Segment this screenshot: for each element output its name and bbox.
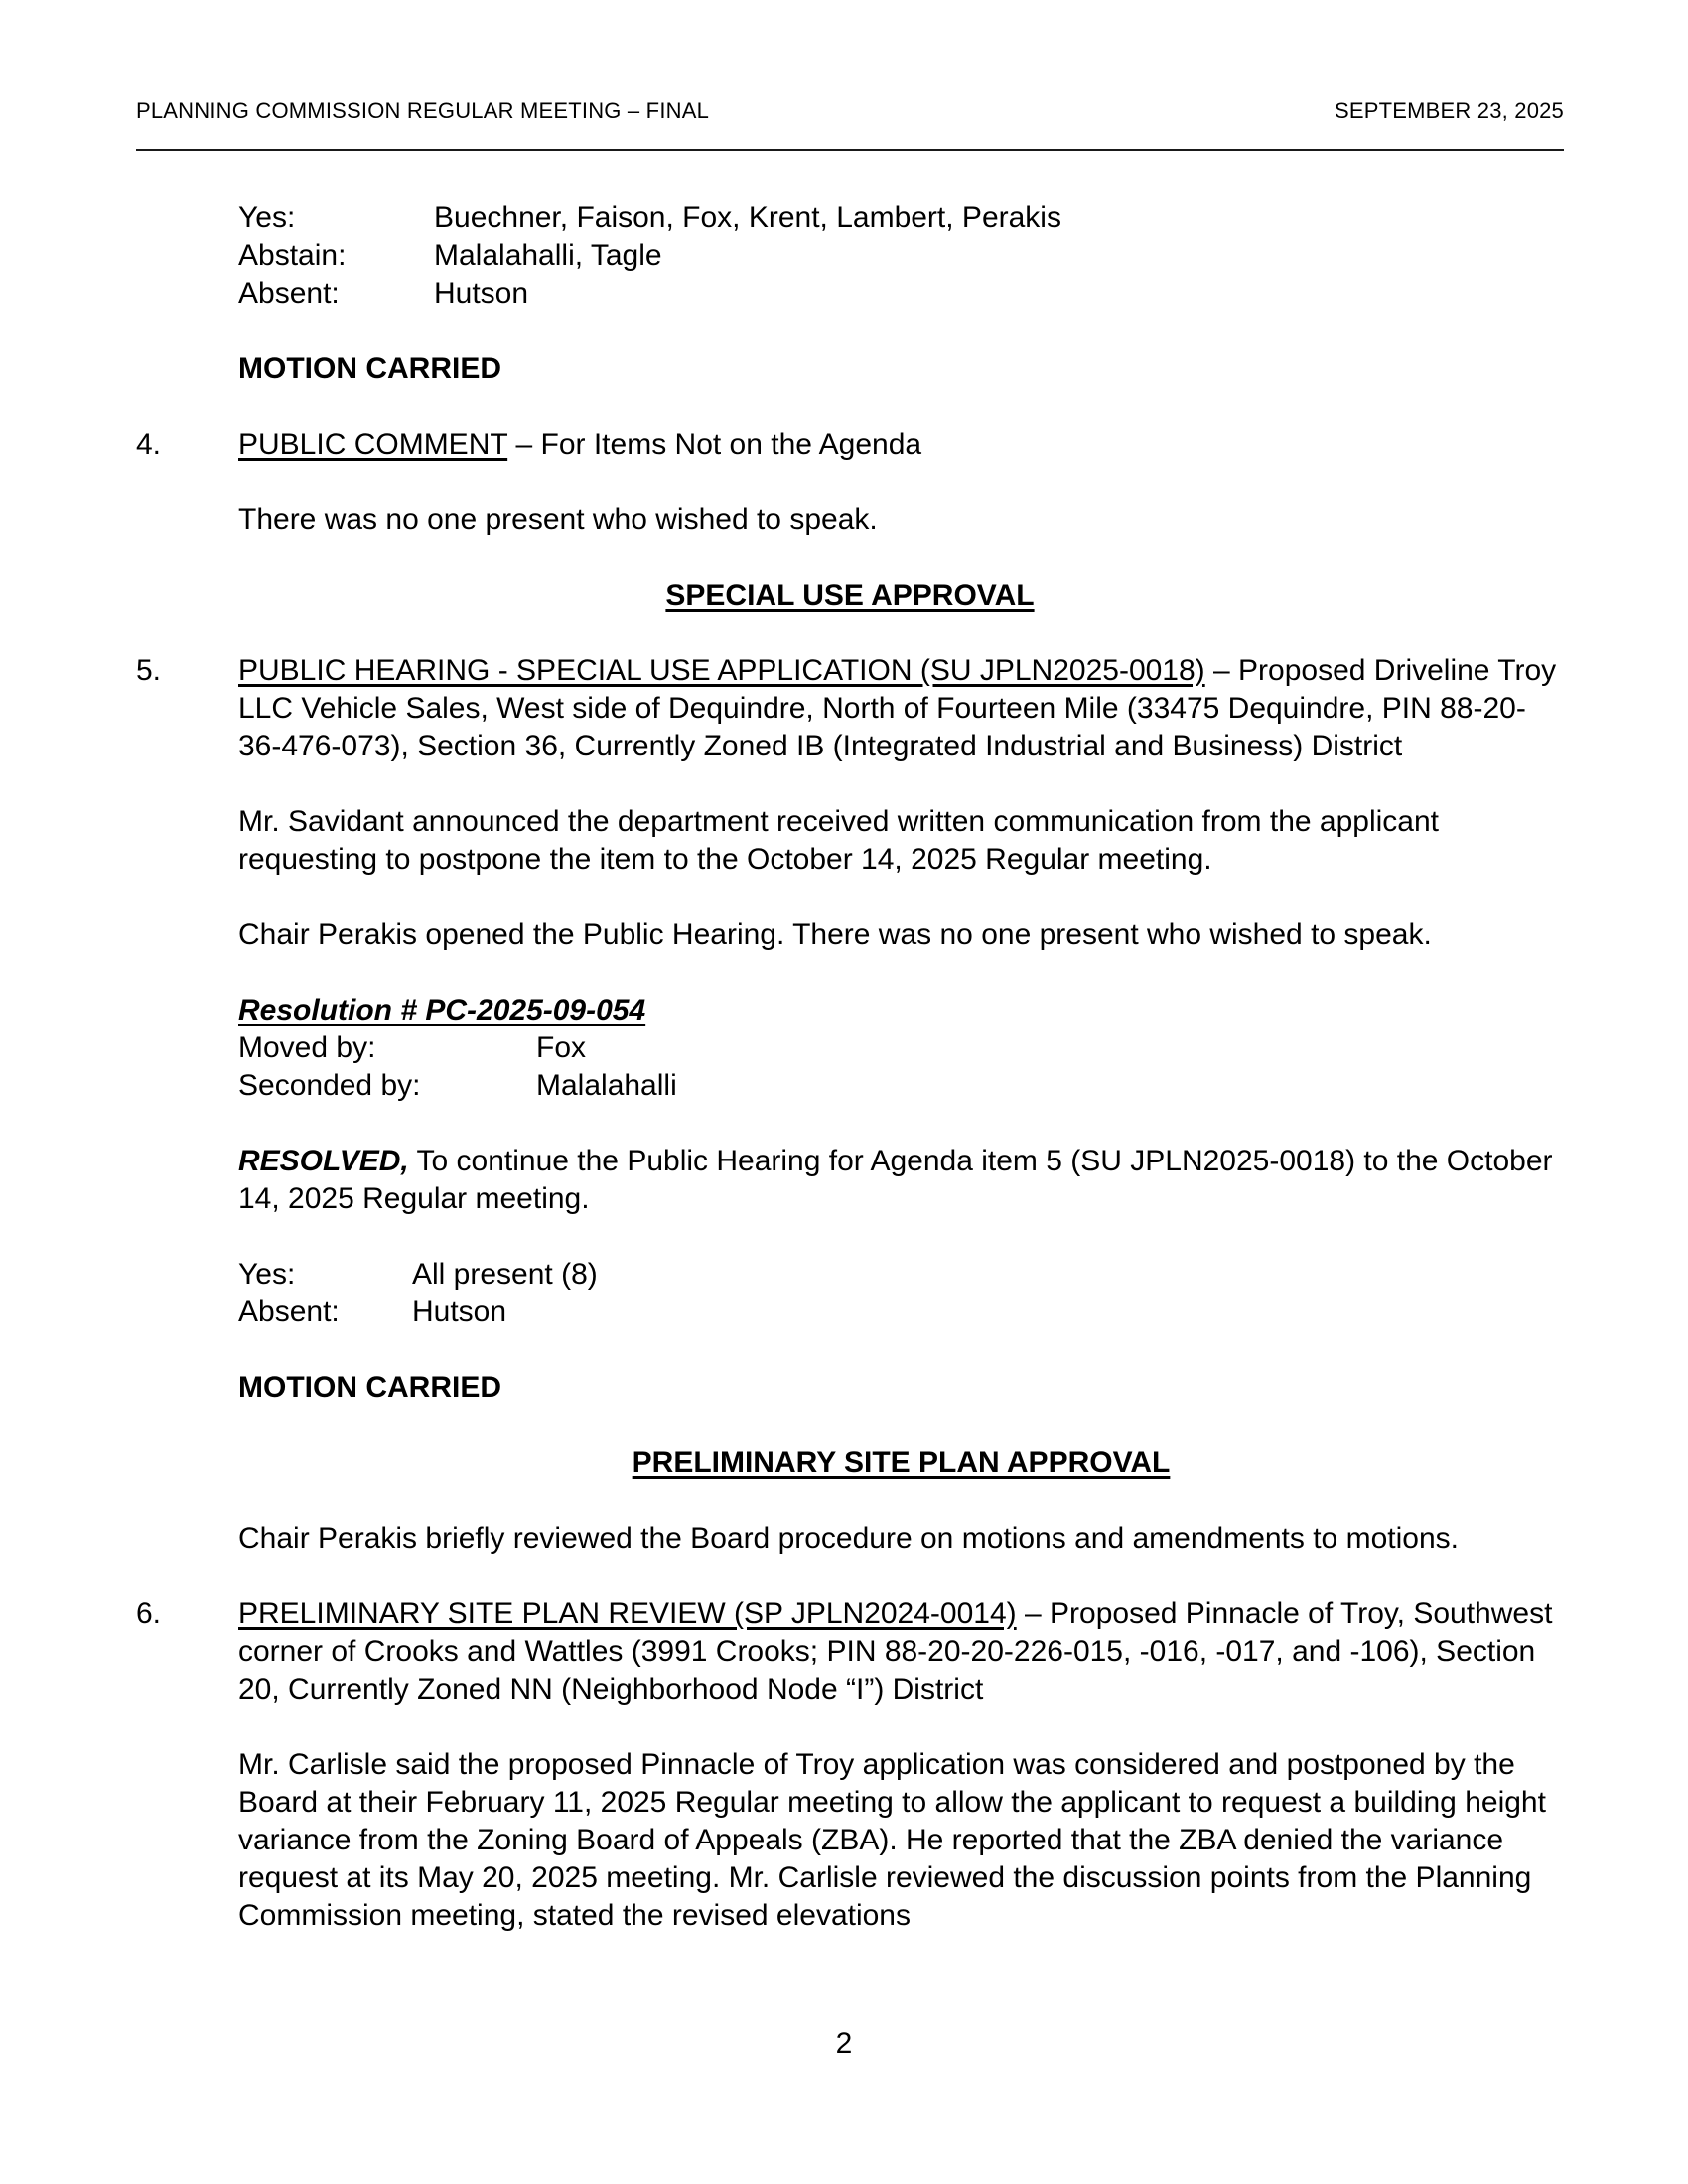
- item-title-rest: – Proposed Driveline Troy LLC Vehicle Sales, West side of Dequindre, North of Fourteen Mile (33475 Dequindre, PIN 88-20-36-476-073), Section 36, Currently Zoned IB (Integrated Industrial and Business) District: [238, 654, 1557, 762]
- seconded-by-label: Seconded by:: [238, 1069, 421, 1102]
- header-rule: [136, 149, 1564, 151]
- paragraph-board-procedure: Chair Perakis briefly reviewed the Board procedure on motions and amendments to motions.: [238, 1522, 1459, 1555]
- resolution-block: [238, 992, 1564, 1105]
- seconded-by-value: Malalahalli: [536, 1069, 677, 1102]
- header-title: PLANNING COMMISSION REGULAR MEETING – FINAL: [136, 98, 710, 123]
- section-heading-special-use: [136, 577, 1564, 614]
- minutes-content: [136, 200, 1564, 1935]
- moved-by-value: Fox: [536, 1031, 587, 1064]
- item-number: 4.: [136, 428, 162, 461]
- motion-carried-2: MOTION CARRIED: [238, 1371, 501, 1404]
- item-title: [238, 1595, 1564, 1708]
- moved-by-label: Moved by:: [238, 1031, 376, 1064]
- vote-label: Absent:: [238, 1296, 340, 1328]
- resolution-number: Resolution # PC-2025-09-054: [238, 994, 646, 1026]
- paragraph-savidant: Mr. Savidant announced the department received written communication from the applicant requesting to postpone the item to the October 14, 2025 Regular meeting.: [238, 805, 1439, 876]
- agenda-item-6: [136, 1595, 1564, 1708]
- item-title: [238, 426, 1564, 464]
- vote-label: Yes:: [238, 202, 296, 234]
- vote-row-absent: [238, 1294, 1564, 1331]
- agenda-item-4: [136, 426, 1564, 464]
- item-title: [238, 652, 1564, 765]
- vote-row-absent: [238, 275, 1564, 313]
- vote-value: Hutson: [434, 277, 529, 310]
- item-title-underlined: PRELIMINARY SITE PLAN REVIEW (SP JPLN2024-0014): [238, 1597, 1017, 1630]
- vote-label: Abstain:: [238, 239, 347, 272]
- resolved-label: RESOLVED,: [238, 1145, 409, 1177]
- vote-row-yes: [238, 200, 1564, 237]
- paragraph-public-hearing: Chair Perakis opened the Public Hearing. There was no one present who wished to speak.: [238, 918, 1432, 951]
- vote-block-2: [238, 1256, 1564, 1331]
- vote-value: Buechner, Faison, Fox, Krent, Lambert, Perakis: [434, 202, 1061, 234]
- section-heading-text: PRELIMINARY SITE PLAN APPROVAL: [632, 1446, 1171, 1479]
- item-number: 5.: [136, 654, 162, 687]
- agenda-item-5: [136, 652, 1564, 765]
- header-date: SEPTEMBER 23, 2025: [1334, 98, 1564, 123]
- item-title-rest: – Proposed Pinnacle of Troy, Southwest corner of Crooks and Wattles (3991 Crooks; PIN 88-20-20-226-015, -016, -017, and -106), Section 20, Currently Zoned NN (Neighborhood Node “I”) District: [238, 1597, 1553, 1706]
- paragraph-resolved: [238, 1143, 1564, 1218]
- motion-carried-1: MOTION CARRIED: [238, 352, 501, 385]
- seconded-by-row: [238, 1067, 1564, 1105]
- section-heading-text: SPECIAL USE APPROVAL: [665, 579, 1035, 612]
- resolution-title: [238, 992, 1564, 1029]
- page-header: [136, 99, 1564, 123]
- vote-row-abstain: [238, 237, 1564, 275]
- item-title-underlined: PUBLIC COMMENT: [238, 428, 508, 461]
- item-title-rest: – For Items Not on the Agenda: [507, 428, 922, 461]
- item-number: 6.: [136, 1597, 162, 1630]
- vote-label: Absent:: [238, 277, 340, 310]
- vote-value: Hutson: [412, 1296, 507, 1328]
- paragraph-no-speakers: There was no one present who wished to speak.: [238, 503, 878, 536]
- vote-label: Yes:: [238, 1258, 296, 1291]
- resolved-text: To continue the Public Hearing for Agenda item 5 (SU JPLN2025-0018) to the October 14, 2025 Regular meeting.: [238, 1145, 1553, 1215]
- paragraph-carlisle: Mr. Carlisle said the proposed Pinnacle of Troy application was considered and postponed by the Board at their February 11, 2025 Regular meeting to allow the applicant to request a building height variance from the Zoning Board of Appeals (ZBA). He reported that the ZBA denied the variance request at its May 20, 2025 meeting. Mr. Carlisle reviewed the discussion points from the Planning Commission meeting, stated the revised elevations: [238, 1748, 1546, 1932]
- vote-block-1: [238, 200, 1564, 313]
- moved-by-row: [238, 1029, 1564, 1067]
- item-title-underlined: PUBLIC HEARING - SPECIAL USE APPLICATION (SU JPLN2025-0018): [238, 654, 1205, 687]
- vote-value: All present (8): [412, 1258, 598, 1291]
- vote-row-yes: [238, 1256, 1564, 1294]
- vote-value: Malalahalli, Tagle: [434, 239, 662, 272]
- page-number: 2: [835, 2027, 853, 2060]
- section-heading-preliminary-site-plan: [238, 1444, 1564, 1482]
